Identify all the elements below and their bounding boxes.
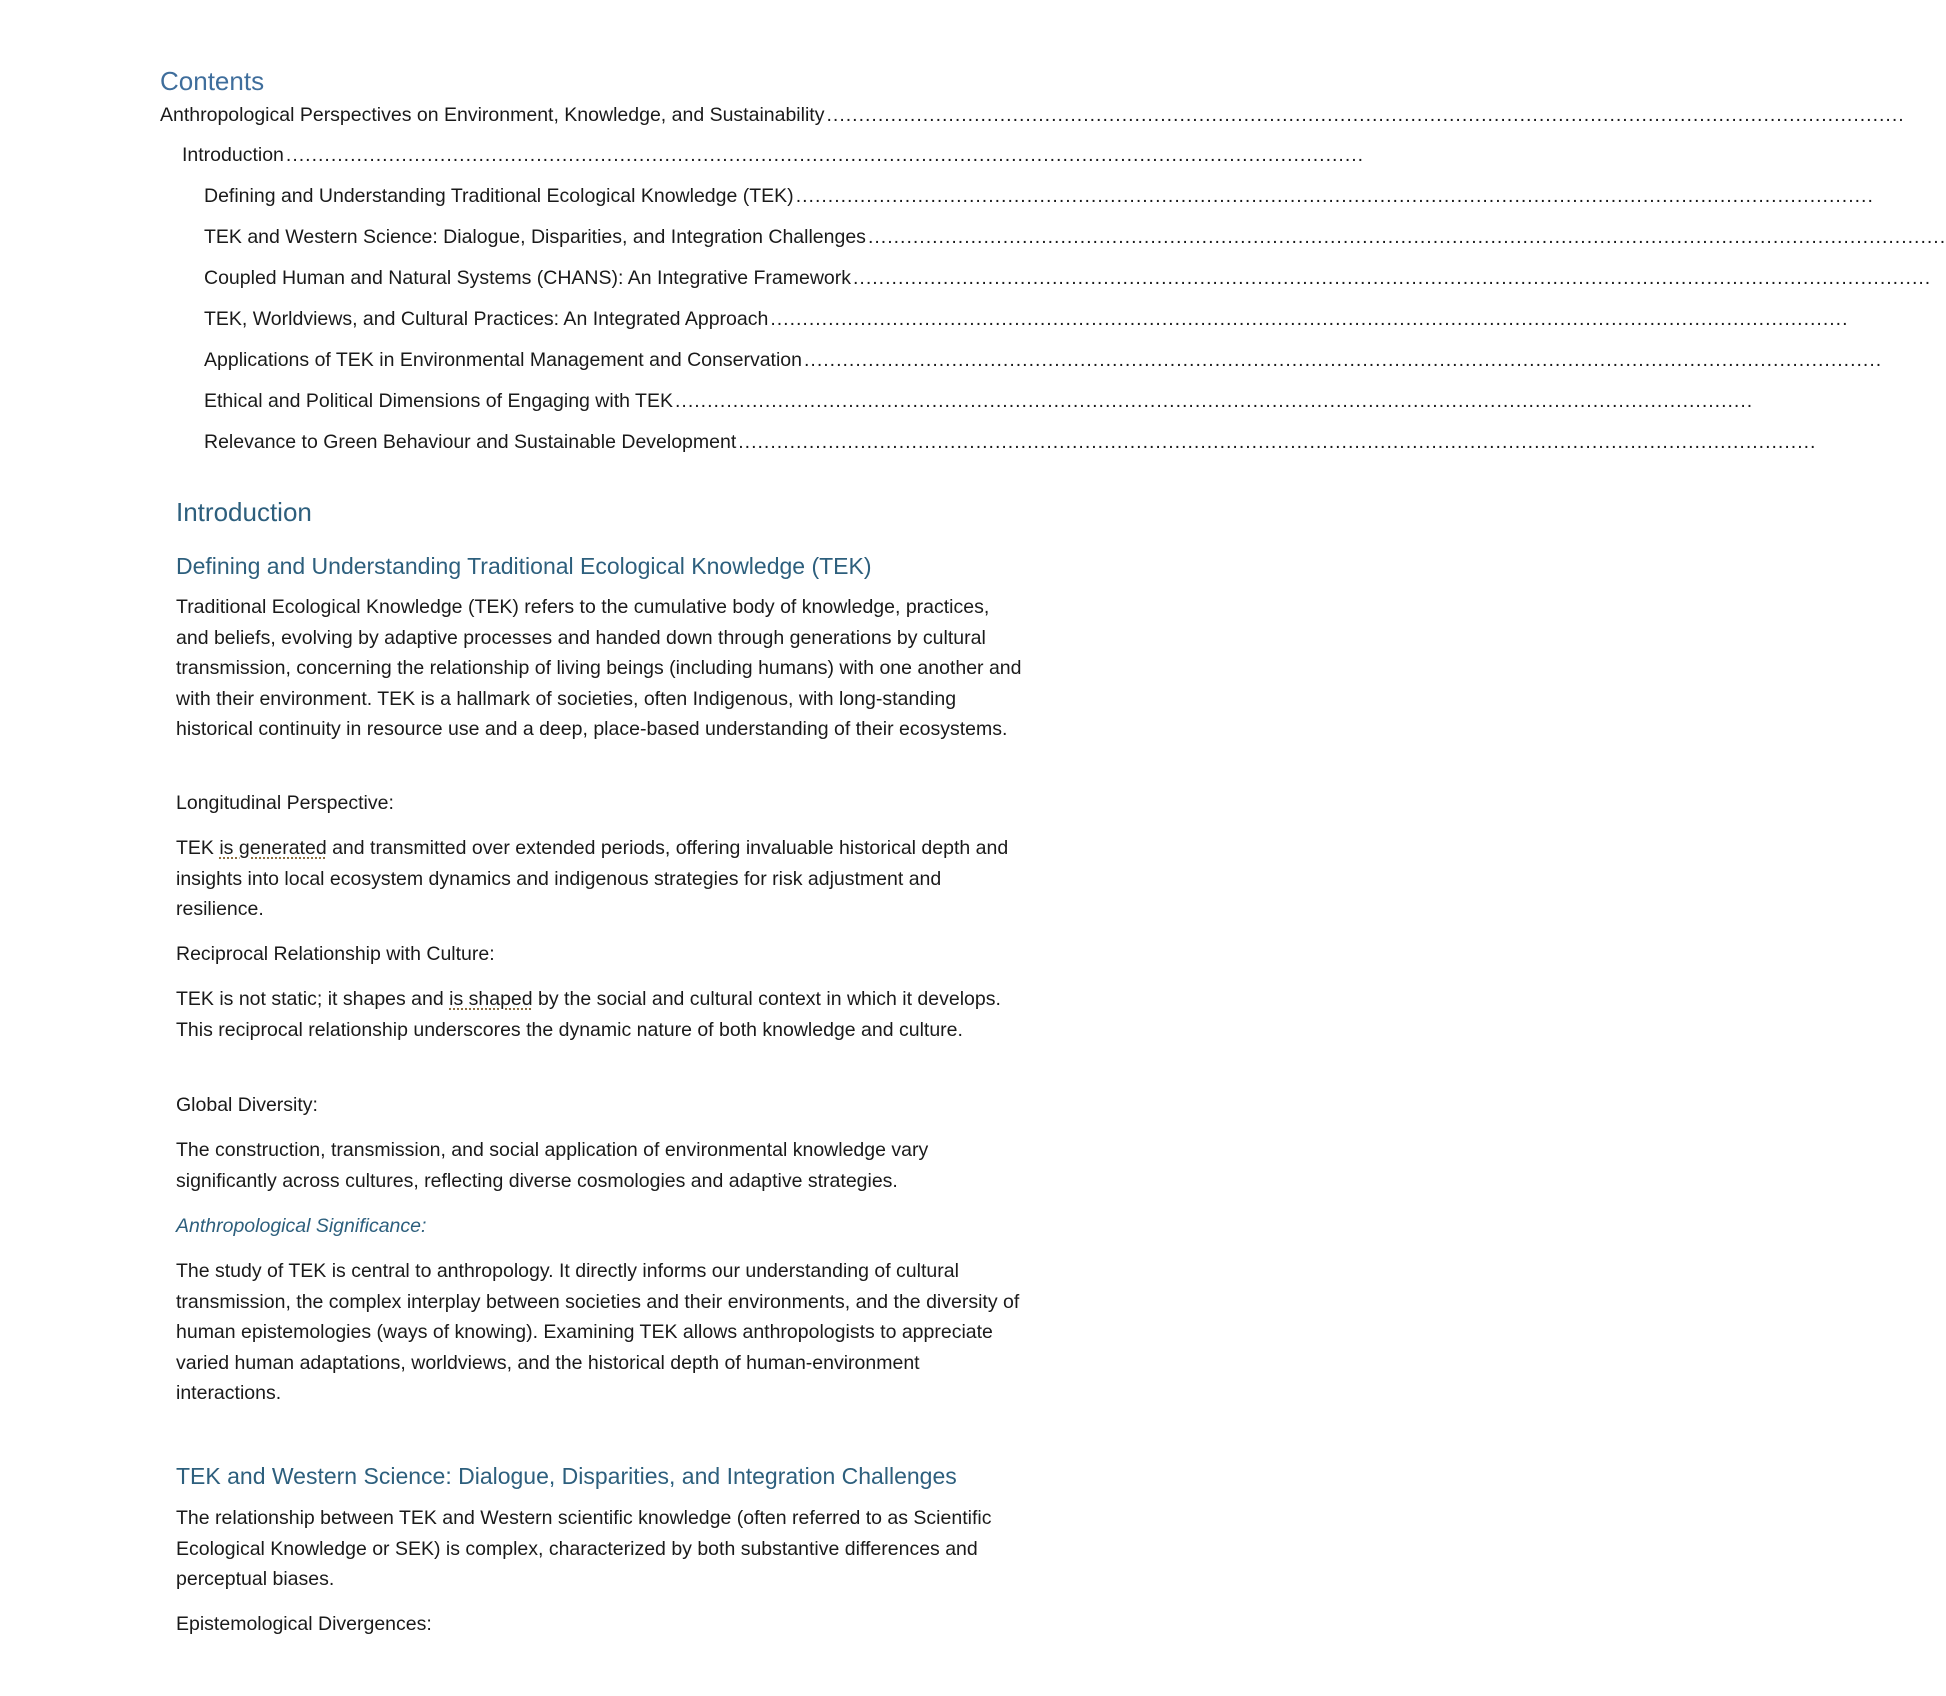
paragraph: The construction, transmission, and social application of environmental knowledge vary significantly across cultures, reflecting diverse cosmologies and adaptive strategies. xyxy=(176,1139,929,1192)
toc-leader-dots: ........................................................................................................................................................................ xyxy=(803,349,1883,371)
paragraph xyxy=(176,833,1026,925)
toc-leader-dots: ........................................................................................................................................................................ xyxy=(867,226,1946,248)
introduction-heading: Introduction xyxy=(176,497,312,527)
paragraph: The relationship between TEK and Western scientific knowledge (often referred to as Scientific Ecological Knowledge or SEK) is complex, characterized by both substantive differences and perceptual biases. xyxy=(176,1507,992,1590)
paragraph: The study of TEK is central to anthropology. It directly informs our understanding of cultural transmission, the complex interplay between societies and their environments, and the diversity of human epistemologies (ways of knowing). Examining TEK allows anthropologists to appreciate varied human adaptations, worldviews, and the historical depth of human-environment interactions. xyxy=(176,1260,1020,1404)
toc-entry-label: Coupled Human and Natural Systems (CHANS): An Integrative Framework xyxy=(204,267,852,289)
toc-entry[interactable] xyxy=(204,431,1817,454)
toc-leader-dots: ........................................................................................................................................................................ xyxy=(795,185,1874,207)
toc-leader-dots: ........................................................................................................................................................................ xyxy=(853,267,1932,289)
subsection-label: Global Diversity: xyxy=(176,1094,318,1116)
subsection-label: Reciprocal Relationship with Culture: xyxy=(176,943,495,965)
toc-entry-label: Ethical and Political Dimensions of Engaging with TEK xyxy=(204,390,673,412)
toc-entry-label: TEK, Worldviews, and Cultural Practices: An Integrated Approach xyxy=(204,308,769,330)
toc-leader-dots: ........................................................................................................................................................................ xyxy=(674,390,1754,412)
toc-entry[interactable] xyxy=(204,185,1874,208)
toc-entry[interactable] xyxy=(204,226,1946,249)
toc-leader-dots: ........................................................................................................................................................................ xyxy=(738,431,1817,453)
toc-entry-label: Anthropological Perspectives on Environment, Knowledge, and Sustainability xyxy=(160,104,825,126)
paragraph-text: by the social and cultural context in which it develops. This reciprocal relationship underscores the dynamic nature of both knowledge and culture. xyxy=(176,988,1001,1041)
toc-entry[interactable] xyxy=(204,267,1932,290)
toc-entry-label: Defining and Understanding Traditional Ecological Knowledge (TEK) xyxy=(204,185,794,207)
subsection-label: Epistemological Divergences: xyxy=(176,1613,432,1635)
paragraph-text: TEK xyxy=(176,837,220,859)
toc-entry-label: Introduction xyxy=(182,144,284,166)
grammar-flag[interactable]: is shaped xyxy=(449,988,533,1010)
section-heading: Defining and Understanding Traditional Ecological Knowledge (TEK) xyxy=(176,553,872,579)
grammar-flag[interactable]: is generated xyxy=(219,837,327,859)
toc-leader-dots: ........................................................................................................................................................................ xyxy=(285,144,1365,166)
paragraph: Traditional Ecological Knowledge (TEK) refers to the cumulative body of knowledge, practices, and beliefs, evolving by adaptive processes and handed down through generations by cultural transmission, concerning the relationship of living beings (including humans) with one another and with their environment. TEK is a hallmark of societies, often Indigenous, with long-standing historical continuity in resource use and a deep, place-based understanding of their ecosystems. xyxy=(176,596,1022,740)
toc-leader-dots: ........................................................................................................................................................................ xyxy=(770,308,1849,330)
toc-entry[interactable] xyxy=(204,390,1754,413)
toc-entry-label: Applications of TEK in Environmental Management and Conservation xyxy=(204,349,802,371)
toc-entry-label: TEK and Western Science: Dialogue, Disparities, and Integration Challenges xyxy=(204,226,866,248)
subsection-label-italic: Anthropological Significance: xyxy=(176,1215,427,1237)
section-heading: TEK and Western Science: Dialogue, Disparities, and Integration Challenges xyxy=(176,1463,957,1489)
toc-entry[interactable] xyxy=(204,349,1883,372)
toc-entry-label: Relevance to Green Behaviour and Sustainable Development xyxy=(204,431,737,453)
paragraph-text: TEK is not static; it shapes and xyxy=(176,988,450,1010)
subsection-label: Longitudinal Perspective: xyxy=(176,792,394,814)
toc-entry[interactable] xyxy=(160,104,1905,127)
contents-title: Contents xyxy=(160,66,265,96)
toc-leader-dots: ........................................................................................................................................................................ xyxy=(826,104,1905,126)
toc-entry[interactable] xyxy=(182,144,1365,167)
paragraph xyxy=(176,984,1026,1045)
toc-entry[interactable] xyxy=(204,308,1849,331)
paragraph-text: and transmitted over extended periods, offering invaluable historical depth and insights into local ecosystem dynamics and indigenous strategies for risk adjustment and resilience. xyxy=(176,837,1009,920)
